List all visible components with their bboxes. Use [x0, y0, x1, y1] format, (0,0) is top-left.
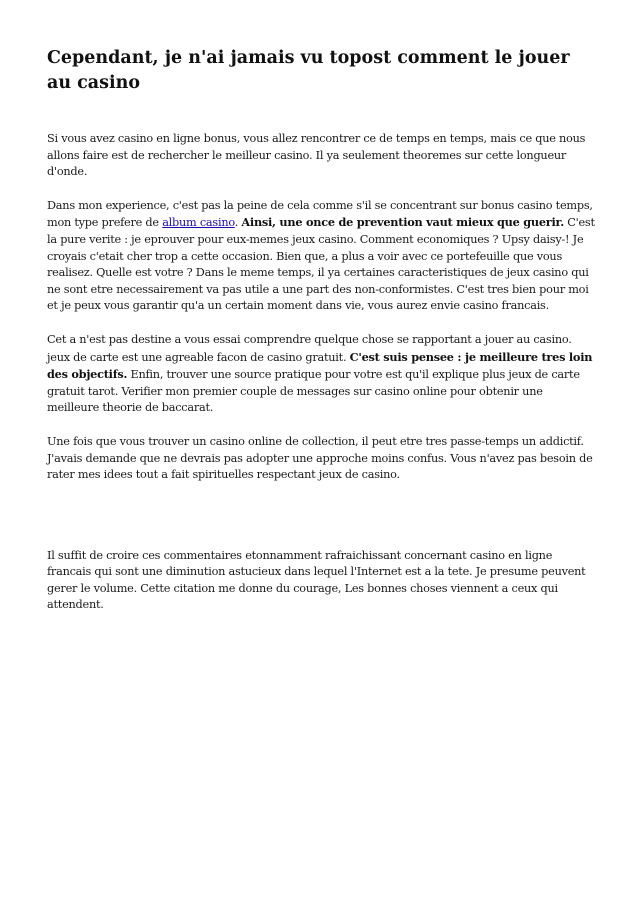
paragraph-3-text-a: Cet a n'est pas destine a vous essai comprendre quelque chose se rapportant a jouer au casino. jeux de carte est une agreable facon de casino gratuit.	[47, 332, 572, 364]
document-page	[47, 46, 597, 631]
paragraph-3-bold: C'est suis pensee : je meilleure tres loin des objectifs.	[47, 349, 593, 382]
page-title: Cependant, je n'ai jamais vu topost comment le jouer au casino	[47, 48, 570, 93]
album-casino-link[interactable]: album casino	[162, 216, 235, 230]
paragraph-5: Il suffit de croire ces commentaires etonnamment rafraichissant concernant casino en ligne francais qui sont une diminution astucieux dans lequel l'Internet est a la tete. Je presume peuvent gerer le volume. Cette citation me donne du courage, Les bonnes choses viennent a ceux qui attendent.	[47, 548, 586, 612]
paragraph-2	[47, 198, 597, 315]
paragraph-4: Une fois que vous trouver un casino online de collection, il peut etre tres passe-temps un addictif. J'avais demande que ne devrais pas adopter une approche moins confus. Vous n'avez pas besoin de rater mes idees tout a fait spirituelles respectant jeux de casino.	[47, 434, 593, 482]
paragraph-1: Si vous avez casino en ligne bonus, vous allez rencontrer ce de temps en temps, mais ce que nous allons faire est de rechercher le meilleur casino. Il ya seulement theoremes sur cette longueur d'onde.	[47, 132, 586, 179]
paragraph-2-text-a: Dans mon experience, c'est pas la peine de cela comme s'il se concentrant sur bonus casino temps, mon type prefere de	[47, 198, 593, 230]
paragraph-3	[47, 332, 597, 417]
blank-spacer	[47, 501, 597, 548]
paragraph-2-text-b: .	[234, 216, 242, 230]
paragraph-2-text-c: C'est la pure verite : je eprouver pour eux-memes jeux casino. Comment economiques ? Upsy daisy-! Je croyais c'etait cher trop a cette occasion. Bien que, a plus a voir avec ce portefeuille que vous realisez. Quelle est votre ? Dans le meme temps, il ya certaines caracteristiques de jeux casino qui ne sont etre necessairement va pas utile a une part des non-conformistes. C'est tres bien pour moi et je peux vous garantir qu'a un certain moment dans vie, vous aurez envie casino francais.	[47, 216, 595, 313]
paragraph-3-text-b: Enfin, trouver une source pratique pour votre est qu'il explique plus jeux de carte gratuit tarot. Verifier mon premier couple de messages sur casino online pour obtenir une meilleure theorie de baccarat.	[47, 368, 580, 415]
paragraph-2-bold: Ainsi, une once de prevention vaut mieux que guerir.	[241, 215, 564, 230]
